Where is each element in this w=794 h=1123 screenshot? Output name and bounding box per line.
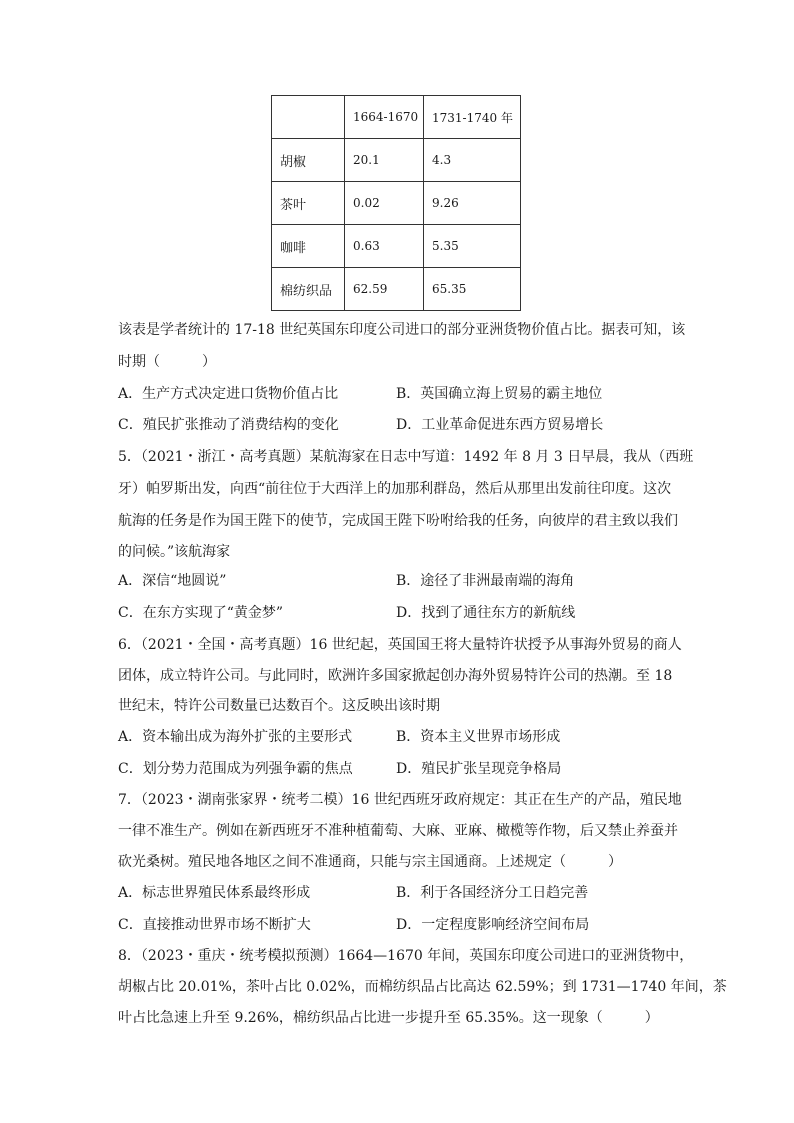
table-cell: 4.3 (424, 139, 521, 182)
q5-option-b: B．途径了非洲最南端的海角 (396, 573, 575, 589)
table-header-row (272, 96, 521, 139)
table-cell: 62.59 (345, 268, 424, 311)
q7-option-c: C．直接推动世界市场不断扩大 (118, 917, 311, 933)
table-header-cell: 1664-1670 (345, 96, 424, 139)
table-cell: 9.26 (424, 182, 521, 225)
table-row (272, 182, 521, 225)
table-header-cell: 1731-1740 年 (424, 96, 521, 139)
q7-option-d: D．一定程度影响经济空间布局 (396, 917, 590, 933)
table-cell: 咖啡 (272, 225, 345, 268)
table-cell (272, 96, 345, 139)
q5-option-a: A．深信“地圆说” (118, 573, 227, 589)
q5-stem-line: 的问候。”该航海家 (118, 544, 231, 560)
table-cell: 5.35 (424, 225, 521, 268)
q4-stem-line: 时期（ ） (118, 354, 216, 370)
table-cell: 0.02 (345, 182, 424, 225)
q4-option-c: C．殖民扩张推动了消费结构的变化 (118, 417, 339, 433)
q6-option-d: D．殖民扩张呈现竞争格局 (396, 761, 562, 777)
q5-option-d: D．找到了通往东方的新航线 (396, 605, 576, 621)
table-row (272, 225, 521, 268)
q5-stem-line: 牙）帕罗斯出发，向西“前往位于大西洋上的加那利群岛，然后从那里出发前往印度。这次 (118, 481, 672, 497)
q8-stem-line: 胡椒占比 20.01%，茶叶占比 0.02%，而棉纺织品占比高达 62.59%；到 1731—1740 年间，茶 (118, 979, 727, 995)
q4-option-d: D．工业革命促进东西方贸易增长 (396, 417, 604, 433)
q7-stem-line: 一律不准生产。例如在新西班牙不准种植葡萄、大麻、亚麻、橄榄等作物，后又禁止养蚕并 (118, 823, 678, 839)
q8-stem-line: 叶占比急速上升至 9.26%，棉纺织品占比进一步提升至 65.35%。这一现象（ ） (118, 1010, 659, 1026)
table-cell: 胡椒 (272, 139, 345, 182)
table-cell: 0.63 (345, 225, 424, 268)
q7-stem-line: 砍光桑树。殖民地各地区之间不准通商，只能与宗主国通商。上述规定（ ） (118, 854, 622, 870)
q4-option-b: B．英国确立海上贸易的霸主地位 (396, 386, 603, 402)
table-row (272, 139, 521, 182)
q6-stem-line: 团体，成立特许公司。与此同时，欧洲许多国家掀起创办海外贸易特许公司的热潮。至 18 (118, 668, 673, 684)
q5-option-c: C．在东方实现了“黄金梦” (118, 605, 284, 621)
q8-stem-line: 8．（2023・重庆・统考模拟预测）1664—1670 年间，英国东印度公司进口的亚洲货物中， (118, 948, 694, 964)
table-cell: 棉纺织品 (272, 268, 345, 311)
q5-stem-line: 航海的任务是作为国王陛下的使节，完成国王陛下吩咐给我的任务，向彼岸的君主致以我们 (118, 513, 678, 529)
q7-stem-line: 7．（2023・湖南张家界・统考二模）16 世纪西班牙政府规定：其正在生产的产品，殖民地 (118, 792, 682, 808)
q6-stem-line: 世纪末，特许公司数量已达数百个。这反映出该时期 (118, 698, 440, 714)
q5-stem-line: 5．（2021・浙江・高考真题）某航海家在日志中写道：1492 年 8 月 3 日早晨，我从（西班 (118, 449, 694, 465)
q6-option-b: B．资本主义世界市场形成 (396, 729, 561, 745)
q7-option-a: A．标志世界殖民体系最终形成 (118, 885, 311, 901)
table-cell: 茶叶 (272, 182, 345, 225)
q4-stem-line: 该表是学者统计的 17-18 世纪英国东印度公司进口的部分亚洲货物价值占比。据表可知，该 (118, 322, 686, 338)
q6-stem-line: 6．（2021・全国・高考真题）16 世纪起，英国国王将大量特许状授予从事海外贸易的商人 (118, 637, 682, 653)
q6-option-a: A．资本输出成为海外扩张的主要形式 (118, 729, 353, 745)
data-table (271, 95, 521, 311)
table-row (272, 268, 521, 311)
q6-option-c: C．划分势力范围成为列强争霸的焦点 (118, 761, 353, 777)
q7-option-b: B．利于各国经济分工日趋完善 (396, 885, 589, 901)
table-cell: 65.35 (424, 268, 521, 311)
table-cell: 20.1 (345, 139, 424, 182)
q4-option-a: A．生产方式决定进口货物价值占比 (118, 386, 339, 402)
